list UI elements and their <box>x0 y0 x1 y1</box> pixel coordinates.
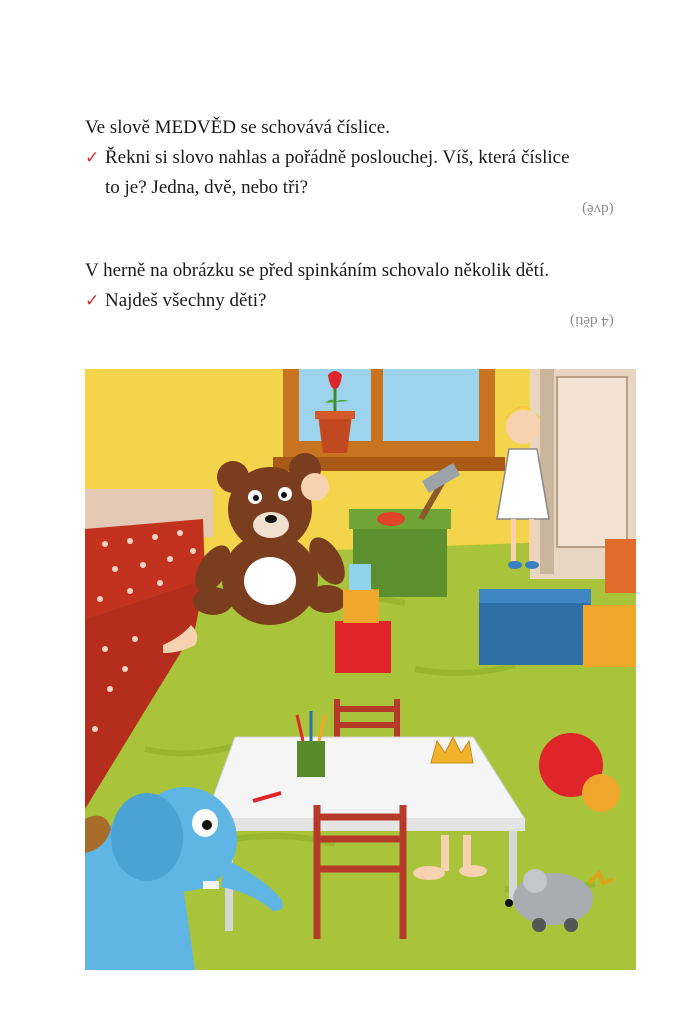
task-1-question-line-2: to je? Jedna, dvě, nebo tři? <box>105 177 309 198</box>
task-2-answer: (4 děti) <box>570 313 614 329</box>
task-1-question-line-1: Řekni si slovo nahlas a pořádně poslouchej. Víš, která číslice <box>105 147 570 168</box>
task-2 <box>85 256 625 316</box>
task-1-intro: Ve slově MEDVĚD se schovává číslice. <box>85 117 390 138</box>
playroom-illustration <box>85 369 636 970</box>
check-mark-icon: ✓ <box>85 291 100 311</box>
task-2-question <box>85 286 625 316</box>
task-2-question-line-1: Najdeš všechny děti? <box>105 290 267 311</box>
task-2-intro: V herně na obrázku se před spinkáním schovalo několik dětí. <box>85 260 549 281</box>
task-1-answer: (dvě) <box>582 201 614 217</box>
orange-ball <box>582 774 620 812</box>
check-mark-icon: ✓ <box>85 148 100 168</box>
task-1-question <box>85 143 625 173</box>
task-1 <box>85 113 625 203</box>
